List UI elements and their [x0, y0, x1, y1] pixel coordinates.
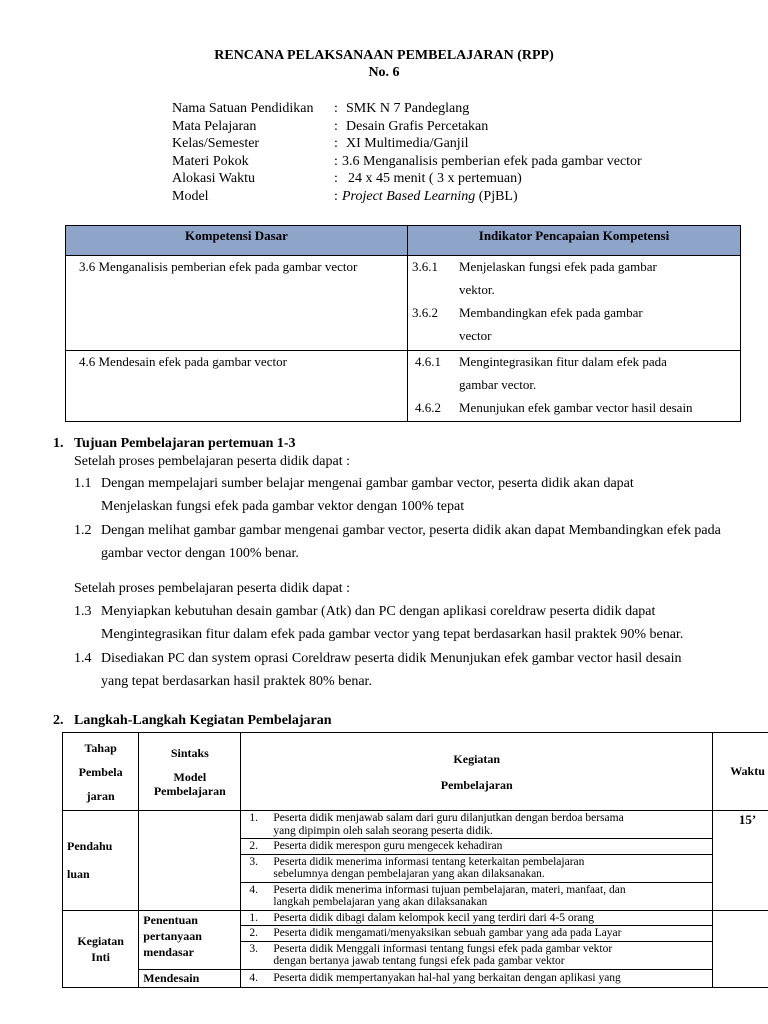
ipk-header: Indikator Pencapaian Kompetensi — [408, 226, 741, 256]
objective-number: 1.2 — [74, 523, 92, 538]
kd-text: 3.6 Menganalisis pemberian efek pada gambar vector — [79, 259, 358, 274]
activity-line: Peserta didik menjawab salam dari guru dilanjutkan dengan berdoa bersama — [273, 812, 624, 824]
tahap-header — [63, 733, 139, 811]
activity-cell — [241, 910, 713, 926]
header-line: Tahap — [84, 740, 117, 755]
objective-text: Menyiapkan kebutuhan desain gambar (Atk) dan PC dengan aplikasi coreldraw peserta didik dapat — [101, 604, 656, 619]
info-label: Mata Pelajaran — [172, 118, 257, 134]
activity-item — [241, 811, 712, 838]
ipk-text: Mengintegrasikan fitur dalam efek pada — [459, 354, 667, 369]
header-line: Pembelajaran — [153, 783, 226, 798]
section-1-intro: Setelah proses pembelajaran peserta didik dapat : — [74, 454, 351, 469]
objective-text: Mengintegrasikan fitur dalam efek pada gambar vector yang tepat berdasarkan hasil praktek 90% benar. — [101, 627, 684, 642]
activity-line: Peserta didik mengamati/menyaksikan sebuah gambar yang ada pada Layar — [273, 927, 622, 939]
activity-item — [241, 855, 712, 882]
info-colon: : — [334, 171, 338, 187]
header-line: jaran — [86, 788, 115, 803]
kegiatan-header — [241, 733, 713, 811]
sintaks-header — [139, 733, 241, 811]
info-value: Desain Grafis Percetakan — [346, 118, 489, 134]
info-row-subject — [172, 118, 642, 136]
ipk-text: vector — [459, 328, 492, 343]
section-2-number: 2. — [53, 713, 64, 728]
header-line: Pembelajaran — [440, 777, 513, 792]
tahap-line: Kegiatan — [77, 933, 124, 948]
tahap-line: Inti — [91, 949, 110, 964]
objective-text: gambar vector dengan 100% benar. — [101, 546, 299, 561]
sintaks-mendesain: Mendesain — [139, 969, 241, 987]
info-row-model — [172, 188, 642, 206]
activity-number: 2. — [249, 927, 258, 939]
activity-line: sebelumnya dengan pembelajaran yang akan dilaksanakan. — [273, 868, 545, 880]
objective-text: Menjelaskan fungsi efek pada gambar vektor dengan 100% tepat — [101, 499, 465, 514]
info-value: SMK N 7 Pandeglang — [346, 101, 470, 116]
ipk-text: Membandingkan efek pada gambar — [459, 305, 643, 320]
activity-cell — [241, 854, 713, 882]
sintaks-penentuan — [139, 910, 241, 969]
info-label: Materi Pokok — [172, 153, 249, 169]
activity-line: Peserta didik merespon guru mengecek kehadiran — [273, 840, 503, 852]
activity-line: yang dipimpin oleh salah seorang peserta didik. — [273, 824, 493, 837]
objective-text: yang tepat berdasarkan hasil praktek 80% benar. — [101, 674, 372, 689]
header-line: Sintaks — [170, 745, 209, 760]
activity-text — [273, 812, 623, 837]
activity-item — [241, 839, 712, 854]
activity-line: Peserta didik menerima informasi tentang keterkaitan pembelajaran — [273, 855, 585, 868]
activity-line: langkah pembelajaran yang akan dilaksanakan — [273, 896, 488, 908]
kd-text: 4.6 Mendesain efek pada gambar vector — [79, 354, 287, 369]
header-line: Model — [173, 769, 207, 784]
sintaks-empty — [139, 811, 241, 911]
activity-item — [241, 911, 712, 926]
model-abbrev: (PjBL) — [475, 188, 518, 204]
objective-text: Disediakan PC dan system oprasi Coreldraw peserta didik Menunjukan efek gambar vector hasil desain — [101, 651, 682, 666]
info-label: Alokasi Waktu — [172, 171, 255, 187]
kd-header: Kompetensi Dasar — [66, 226, 408, 256]
activity-text — [273, 943, 612, 968]
info-value: XI Multimedia/Ganjil — [346, 136, 469, 152]
kd-cell — [66, 351, 408, 422]
waktu-pendahuluan: 15’ — [713, 811, 768, 911]
info-label: Kelas/Semester — [172, 136, 260, 152]
activity-item — [241, 942, 712, 969]
competency-table — [65, 225, 741, 422]
objective-text: Dengan melihat gambar gambar mengenai gambar vector, peserta didik akan dapat Membandingkan efek pada — [101, 523, 721, 538]
info-row-class — [172, 135, 642, 153]
info-colon: : — [334, 101, 338, 116]
activity-cell — [241, 839, 713, 855]
section-2-heading: Langkah-Langkah Kegiatan Pembelajaran — [74, 713, 332, 728]
ipk-number: 3.6.2 — [412, 305, 438, 320]
section-1-heading: Tujuan Pembelajaran pertemuan 1-3 — [74, 436, 296, 451]
section-1-number: 1. — [53, 436, 64, 451]
objective-number: 1.3 — [74, 604, 92, 619]
sintaks-line: mendasar — [143, 944, 194, 959]
info-colon: : — [334, 188, 338, 204]
header-line: Pembela — [78, 764, 123, 779]
activity-cell — [241, 969, 713, 987]
document-number: No. 6 — [368, 65, 400, 80]
ipk-number: 3.6.1 — [412, 259, 438, 274]
objective-text: Dengan mempelajari sumber belajar mengenai gambar gambar vector, peserta didik akan dapat — [101, 476, 634, 491]
activity-cell — [241, 811, 713, 839]
info-row-topic — [172, 153, 642, 171]
tahap-line: Pendahu — [67, 839, 113, 854]
activity-number: 4. — [249, 971, 258, 984]
objective-number: 1.4 — [74, 651, 92, 666]
activity-line: Peserta didik mempertanyakan hal-hal yang berkaitan dengan aplikasi yang — [273, 971, 621, 984]
kd-cell — [66, 256, 408, 351]
ipk-cell — [408, 256, 741, 351]
activity-cell — [241, 882, 713, 910]
info-colon: : — [334, 153, 338, 169]
activity-item — [241, 883, 712, 910]
activity-item — [241, 926, 712, 941]
objective-number: 1.1 — [74, 476, 92, 491]
activity-number: 3. — [249, 855, 258, 868]
activity-cell — [241, 926, 713, 942]
info-row-time — [172, 170, 642, 188]
activity-number: 2. — [249, 840, 258, 852]
activity-line: Peserta didik dibagi dalam kelompok kecil yang terdiri dari 4-5 orang — [273, 911, 595, 924]
sintaks-line: Penentuan — [143, 912, 198, 927]
ipk-text: Menjelaskan fungsi efek pada gambar — [459, 259, 657, 274]
tahap-inti — [63, 910, 139, 987]
ipk-text: gambar vector. — [459, 377, 537, 392]
activity-text — [273, 856, 584, 881]
activity-text — [273, 884, 625, 909]
activity-line: Peserta didik Menggali informasi tentang fungsi efek pada gambar vektor — [273, 942, 613, 955]
identity-block — [172, 100, 642, 206]
info-colon: : — [334, 136, 338, 152]
activity-line: Peserta didik menerima informasi tujuan pembelajaran, materi, manfaat, dan — [273, 883, 626, 896]
header-line: Kegiatan — [453, 751, 501, 766]
ipk-number: 4.6.1 — [415, 354, 441, 369]
info-label: Nama Satuan Pendidikan — [172, 101, 314, 116]
activity-number: 4. — [249, 883, 258, 896]
model-name: Project Based Learning — [342, 188, 476, 204]
info-colon: : — [334, 118, 338, 134]
activity-cell — [241, 941, 713, 969]
ipk-cell — [408, 351, 741, 422]
info-value: 24 x 45 menit ( 3 x pertemuan) — [348, 171, 522, 187]
activity-item — [241, 971, 712, 986]
tahap-pendahuluan — [63, 811, 139, 911]
activity-number: 1. — [249, 812, 258, 824]
ipk-number: 4.6.2 — [415, 400, 441, 415]
activities-table — [62, 732, 768, 988]
activity-number: 3. — [249, 942, 258, 955]
activity-number: 1. — [249, 911, 258, 924]
document-title: RENCANA PELAKSANAAN PEMBELAJARAN (RPP) — [214, 48, 554, 63]
ipk-text: vektor. — [459, 282, 495, 297]
section-1-intro: Setelah proses pembelajaran peserta didik dapat : — [74, 581, 351, 596]
activity-line: dengan bertanya jawab tentang fungsi efek pada gambar vektor — [273, 955, 565, 967]
waktu-header: Waktu — [713, 733, 768, 811]
info-row-school — [172, 100, 642, 118]
sintaks-line: pertanyaan — [143, 928, 202, 943]
tahap-line: luan — [67, 867, 90, 882]
waktu-inti — [713, 910, 768, 987]
info-value: 3.6 Menganalisis pemberian efek pada gambar vector — [342, 153, 642, 169]
info-value — [342, 188, 518, 206]
info-label: Model — [172, 188, 209, 204]
ipk-text: Menunjukan efek gambar vector hasil desain — [459, 400, 693, 415]
